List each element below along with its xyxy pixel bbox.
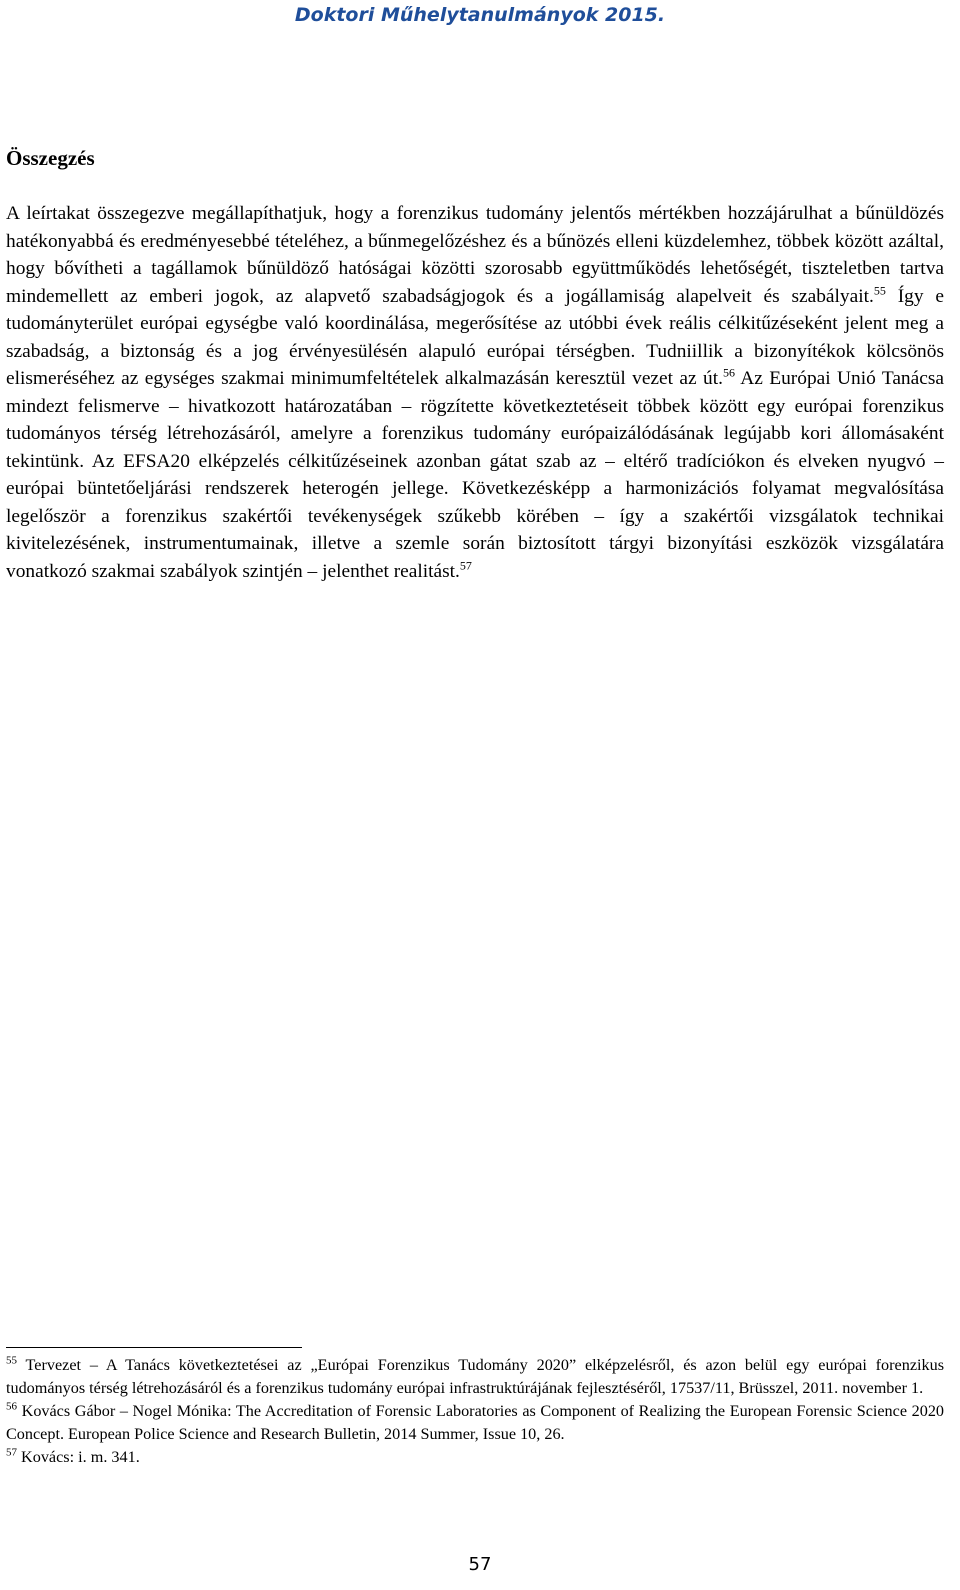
footnote-text: Tervezet – A Tanács következtetései az „Európai Forenzikus Tudomány 2020” elképzelésről, és azon belül egy európai forenzikus tudományos térség létrehozásáról és a forenzikus tudomány európai infrastruktúrájának fejlesztéséről, 17537/11, Brüsszel, 2011. november 1. bbox=[6, 1356, 944, 1397]
footnote-ref-57[interactable]: 57 bbox=[459, 558, 472, 573]
footnote-number: 55 bbox=[6, 1354, 17, 1367]
footnote-text: Kovács Gábor – Nogel Mónika: The Accreditation of Forensic Laboratories as Component of Realizing the European Forensic Science 2020 Concept. European Police Science and Research Bulletin, 2014 Summer, Issue 10, 26. bbox=[6, 1402, 945, 1443]
footnote-ref-56[interactable]: 56 bbox=[722, 365, 735, 380]
footnote-56 bbox=[6, 1400, 944, 1446]
body-text-part-2: Így e tudományterület európai egységbe való koordinálása, megerősítése az utóbbi évek reális célkitűzéseként jelent meg a szabadság, a biztonság és a jog érvényesülésén alapuló európai térségben. Tudniillik a bizonyítékok kölcsönös elismeréséhez az egységes szakmai minimumfeltételek alkalmazásán keresztül vezet az út. bbox=[6, 285, 944, 389]
running-header: Doktori Műhelytanulmányok 2015. bbox=[294, 4, 666, 26]
body-text-part-3: Az Európai Unió Tanácsa mindezt felismerve – hivatkozott határozatában – rögzítette következtetéseit többek között egy európai forenzikus tudományos térség létrehozásáról, amelyre a forenzikus tudomány európaizálódásának legújabb kori állomásaként tekintünk. Az EFSA20 elképzelés célkitűzéseinek azonban gátat szab az – eltérő tradíciókon és elveken nyugvó – európai büntetőeljárási rendszerek heterogén jellege. Következésképp a harmonizációs folyamat megvalósítása legelőször a forenzikus szakértői tevékenységek szűkebb körében – így a szakértői vizsgálatok technikai kivitelezésének, instrumentumainak, illetve a szemle során biztosított tárgyi bizonyítási eszközök vizsgálatára vonatkozó szakmai szabályok szintjén – jelenthet realitást. bbox=[6, 368, 944, 582]
body-paragraph bbox=[6, 200, 944, 585]
body-text-part-1: A leírtakat összegezve megállapíthatjuk, hogy a forenzikus tudomány jelentős mértékben hozzájárulhat a bűnüldözés hatékonyabbá és eredményesebbé tételéhez, a bűnmegelőzéshez és a bűnözés elleni küzdelemhez, többek között azáltal, hogy bővítheti a tagállamok bűnüldöző hatóságai közötti szorosabb együttműködés lehetőségét, tiszteletben tartva mindemellett az emberi jogok, az alapvető szabadságjogok és a jogállamiság alapelveit és szabályait. bbox=[6, 203, 944, 307]
footnote-number: 56 bbox=[6, 1400, 17, 1413]
page-number: 57 bbox=[468, 1554, 492, 1575]
footnote-ref-55[interactable]: 55 bbox=[873, 283, 886, 298]
footnote-57 bbox=[6, 1446, 944, 1469]
footnote-text: Kovács: i. m. 341. bbox=[21, 1448, 140, 1466]
footnote-55 bbox=[6, 1354, 944, 1400]
footnote-number: 57 bbox=[6, 1446, 17, 1459]
section-heading: Összegzés bbox=[6, 146, 95, 170]
footnote-separator bbox=[6, 1347, 302, 1348]
footnotes bbox=[6, 1354, 944, 1469]
